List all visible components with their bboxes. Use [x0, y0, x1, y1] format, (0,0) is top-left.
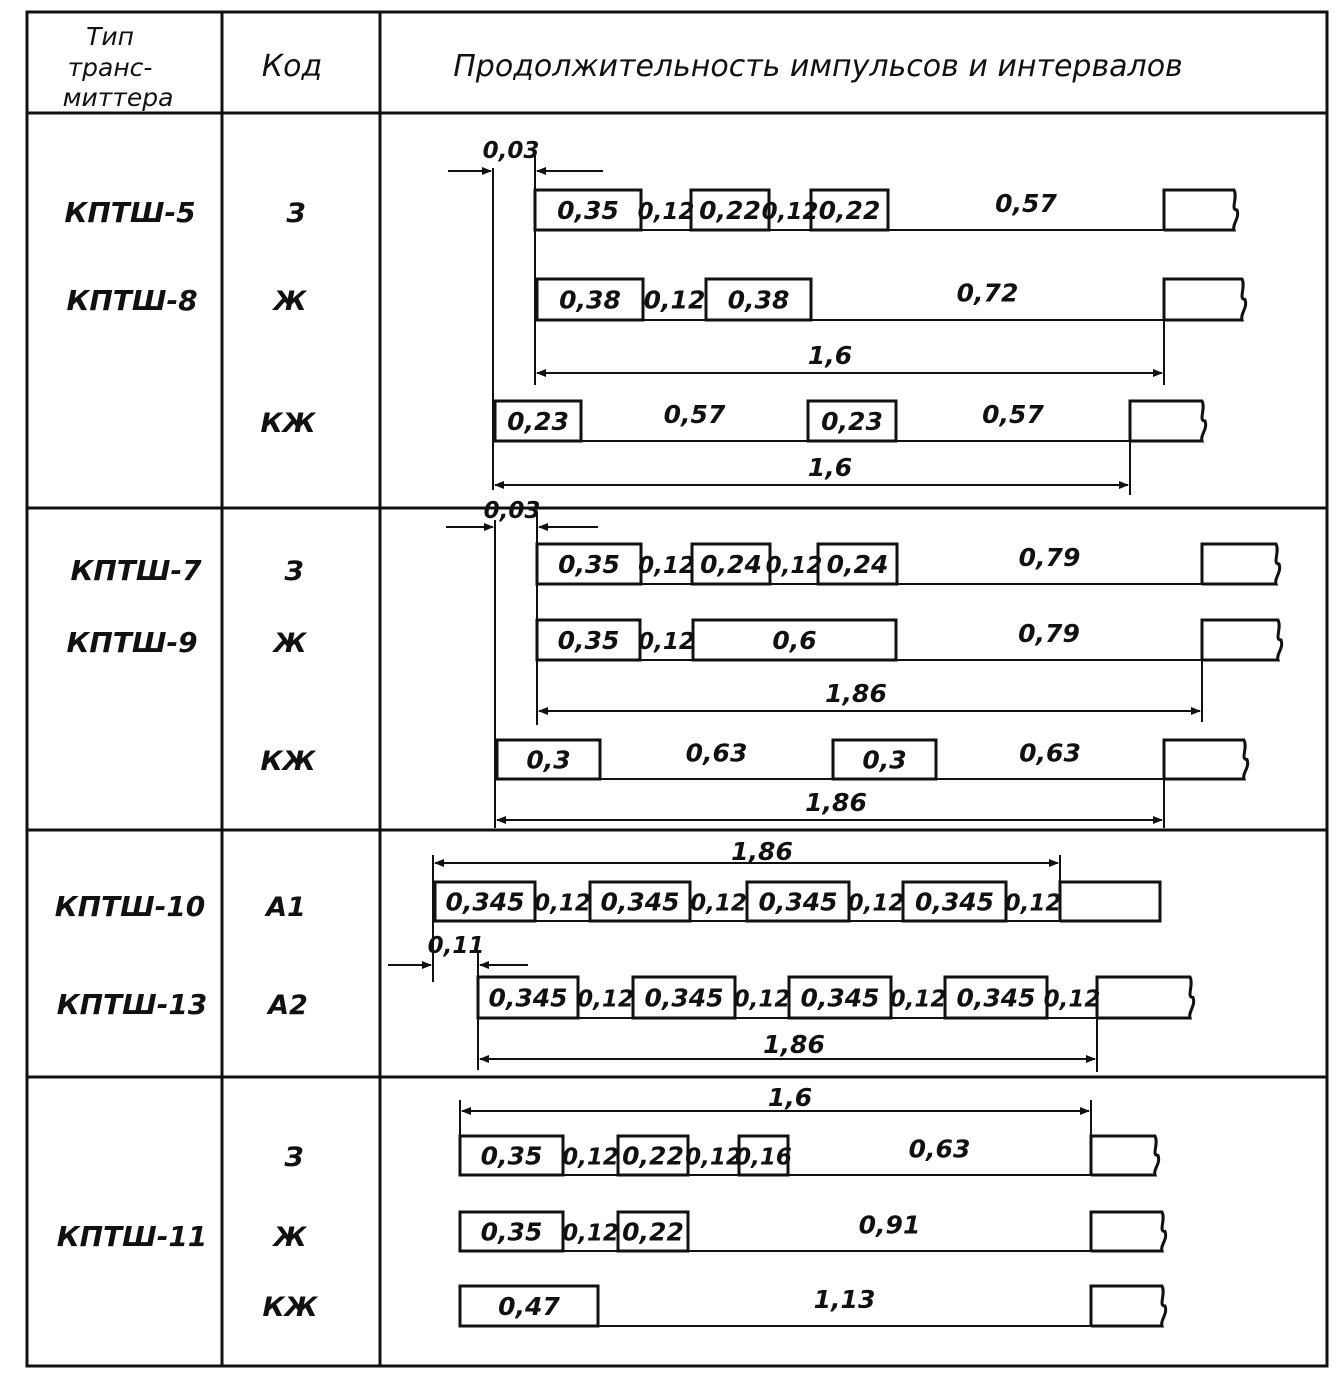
- transmitter-label: КПТШ-13: [56, 988, 208, 1021]
- pulse-duration-label: 0,35: [558, 550, 620, 579]
- interval-duration-label: 0,12: [1004, 890, 1062, 917]
- cycle-label: 1,6: [767, 1083, 813, 1112]
- transmitter-label: КПТШ-7: [70, 554, 202, 587]
- cycle-label: 1,86: [825, 679, 887, 708]
- interval-duration-label: 0,79: [1018, 543, 1081, 572]
- next-cycle-pulse: [1164, 279, 1246, 320]
- pulse-duration-label: 0,47: [498, 1292, 560, 1321]
- interval-duration-label: 0,72: [956, 278, 1019, 308]
- pulse-duration-label: 0,345: [445, 887, 525, 917]
- interval-duration-label: 0,12: [534, 890, 591, 917]
- code-label: Ж: [273, 1222, 307, 1253]
- pulse-train: [460, 1135, 1159, 1176]
- pulse-duration-label: 0,35: [557, 626, 620, 655]
- interval-duration-label: 0,12: [847, 890, 905, 917]
- interval-duration-label: 0,12: [690, 890, 747, 917]
- transmitter-label: КПТШ-9: [66, 626, 198, 659]
- pulse-duration-label: 0,22: [699, 196, 761, 225]
- interval-duration-label: 0,63: [685, 738, 748, 768]
- header-type-line-3: миттера: [62, 83, 174, 112]
- interval-duration-label: 0,12: [637, 199, 695, 225]
- pulse-duration-label: 0,345: [600, 887, 680, 917]
- interval-duration-label: 1,13: [813, 1285, 876, 1314]
- code-label: КЖ: [260, 746, 316, 777]
- code-label: Ж: [273, 286, 307, 317]
- header-type-line-2: транс-: [67, 53, 153, 82]
- offset-label: 0,11: [427, 933, 485, 959]
- code-label: З: [286, 198, 306, 229]
- pulse-train: [435, 882, 1160, 921]
- pulse-duration-label: 0,35: [480, 1141, 543, 1171]
- pulse-trains: [435, 189, 1282, 1326]
- interval-duration-label: 0,63: [1019, 738, 1081, 768]
- code-label: З: [284, 556, 304, 587]
- pulse-train: [460, 1285, 1166, 1326]
- pulse-duration-label: 0,24: [826, 550, 889, 579]
- pulse-duration-label: 0,22: [622, 1217, 684, 1247]
- code-label: А1: [266, 892, 306, 923]
- offset-label: 0,03: [482, 138, 540, 164]
- cycle-label: 1,86: [805, 788, 867, 817]
- next-cycle-pulse: [1097, 977, 1194, 1018]
- pulse-train: [535, 189, 1238, 230]
- pulse-duration-label: 0,345: [758, 887, 838, 917]
- cycle-label: 1,86: [731, 837, 793, 866]
- interval-duration-label: 0,12: [562, 1220, 619, 1247]
- offset-label: 0,03: [483, 498, 541, 524]
- interval-duration-label: 0,79: [1018, 619, 1080, 648]
- transmitter-label: КПТШ-10: [54, 890, 206, 923]
- offset-labels: [428, 138, 541, 959]
- next-cycle-pulse: [1164, 190, 1238, 230]
- pulse-duration-label: 0,23: [507, 407, 569, 436]
- pulse-train: [460, 1211, 1166, 1252]
- interval-duration-label: 0,63: [908, 1134, 971, 1164]
- transmitter-labels: [55, 196, 208, 1253]
- transmitter-label: КПТШ-11: [56, 1220, 208, 1253]
- interval-duration-label: 0,12: [761, 199, 819, 225]
- pulse-train: [495, 400, 1206, 441]
- pulse-train: [537, 279, 1246, 321]
- pulse-duration-label: 0,345: [644, 983, 724, 1013]
- interval-duration-label: 0,12: [889, 986, 947, 1013]
- pulse-duration-label: 0,23: [821, 407, 883, 436]
- interval-duration-label: 0,57: [995, 189, 1057, 218]
- interval-duration-label: 0,12: [577, 986, 634, 1013]
- interval-duration-label: 0,12: [1043, 986, 1101, 1013]
- interval-duration-label: 0,12: [733, 986, 791, 1013]
- interval-duration-label: 0,91: [858, 1210, 921, 1240]
- pulse-duration-label: 0,345: [956, 983, 1036, 1013]
- interval-duration-label: 0,12: [638, 553, 695, 579]
- header-type-line-1: Тип: [86, 22, 134, 51]
- header-duration: Продолжительность импульсов и интервалов: [453, 49, 1183, 84]
- cycle-label: 1,86: [763, 1030, 825, 1059]
- pulse-duration-label: 0,24: [700, 550, 762, 579]
- pulse-train: [478, 977, 1194, 1018]
- next-cycle-pulse: [1130, 401, 1206, 441]
- pulse-duration-label: 0,3: [862, 745, 907, 775]
- interval-duration-label: 0,12: [562, 1144, 619, 1171]
- interval-duration-label: 0,12: [765, 553, 823, 579]
- interval-duration-label: 0,57: [982, 400, 1044, 429]
- code-label: КЖ: [262, 1292, 318, 1323]
- pulse-duration-label: 0,3: [526, 745, 571, 775]
- code-label: З: [284, 1142, 304, 1173]
- interval-duration-label: 0,12: [643, 285, 706, 315]
- next-cycle-pulse: [1091, 1286, 1166, 1326]
- pulse-duration-label: 0,22: [622, 1141, 684, 1171]
- next-cycle-pulse: [1091, 1136, 1159, 1175]
- cycle-label: 1,6: [807, 453, 853, 482]
- code-label: Ж: [273, 628, 307, 659]
- pulse-duration-label: 0,16: [735, 1144, 792, 1171]
- pulse-duration-label: 0,6: [772, 626, 817, 655]
- pulse-duration-label: 0,22: [818, 196, 881, 225]
- cycle-label: 1,6: [807, 341, 853, 370]
- next-cycle-pulse: [1164, 740, 1248, 779]
- pulse-duration-label: 0,38: [727, 285, 790, 315]
- header-code: Код: [261, 49, 323, 84]
- code-label: А2: [268, 990, 308, 1021]
- interval-duration-label: 0,12: [638, 629, 695, 655]
- pulse-duration-label: 0,35: [557, 196, 619, 225]
- pulse-duration-label: 0,345: [914, 887, 995, 917]
- code-label: КЖ: [260, 408, 316, 439]
- interval-duration-label: 0,57: [663, 400, 726, 429]
- pulse-duration-label: 0,38: [559, 285, 621, 315]
- pulse-duration-label: 0,345: [488, 983, 568, 1013]
- transmitter-label: КПТШ-8: [66, 284, 198, 317]
- pulse-train: [537, 619, 1282, 660]
- next-cycle-pulse: [1202, 620, 1282, 660]
- pulse-train: [537, 543, 1280, 584]
- pulse-train: [497, 739, 1248, 780]
- next-cycle-pulse: [1091, 1212, 1166, 1251]
- interval-duration-label: 0,12: [685, 1144, 742, 1171]
- pulse-duration-label: 0,35: [480, 1217, 543, 1247]
- transmitter-label: КПТШ-5: [64, 196, 196, 229]
- next-cycle-pulse: [1060, 882, 1160, 921]
- table-header: [63, 22, 1183, 112]
- pulse-duration-label: 0,345: [800, 983, 880, 1013]
- code-labels: [260, 198, 318, 1323]
- next-cycle-pulse: [1202, 544, 1280, 584]
